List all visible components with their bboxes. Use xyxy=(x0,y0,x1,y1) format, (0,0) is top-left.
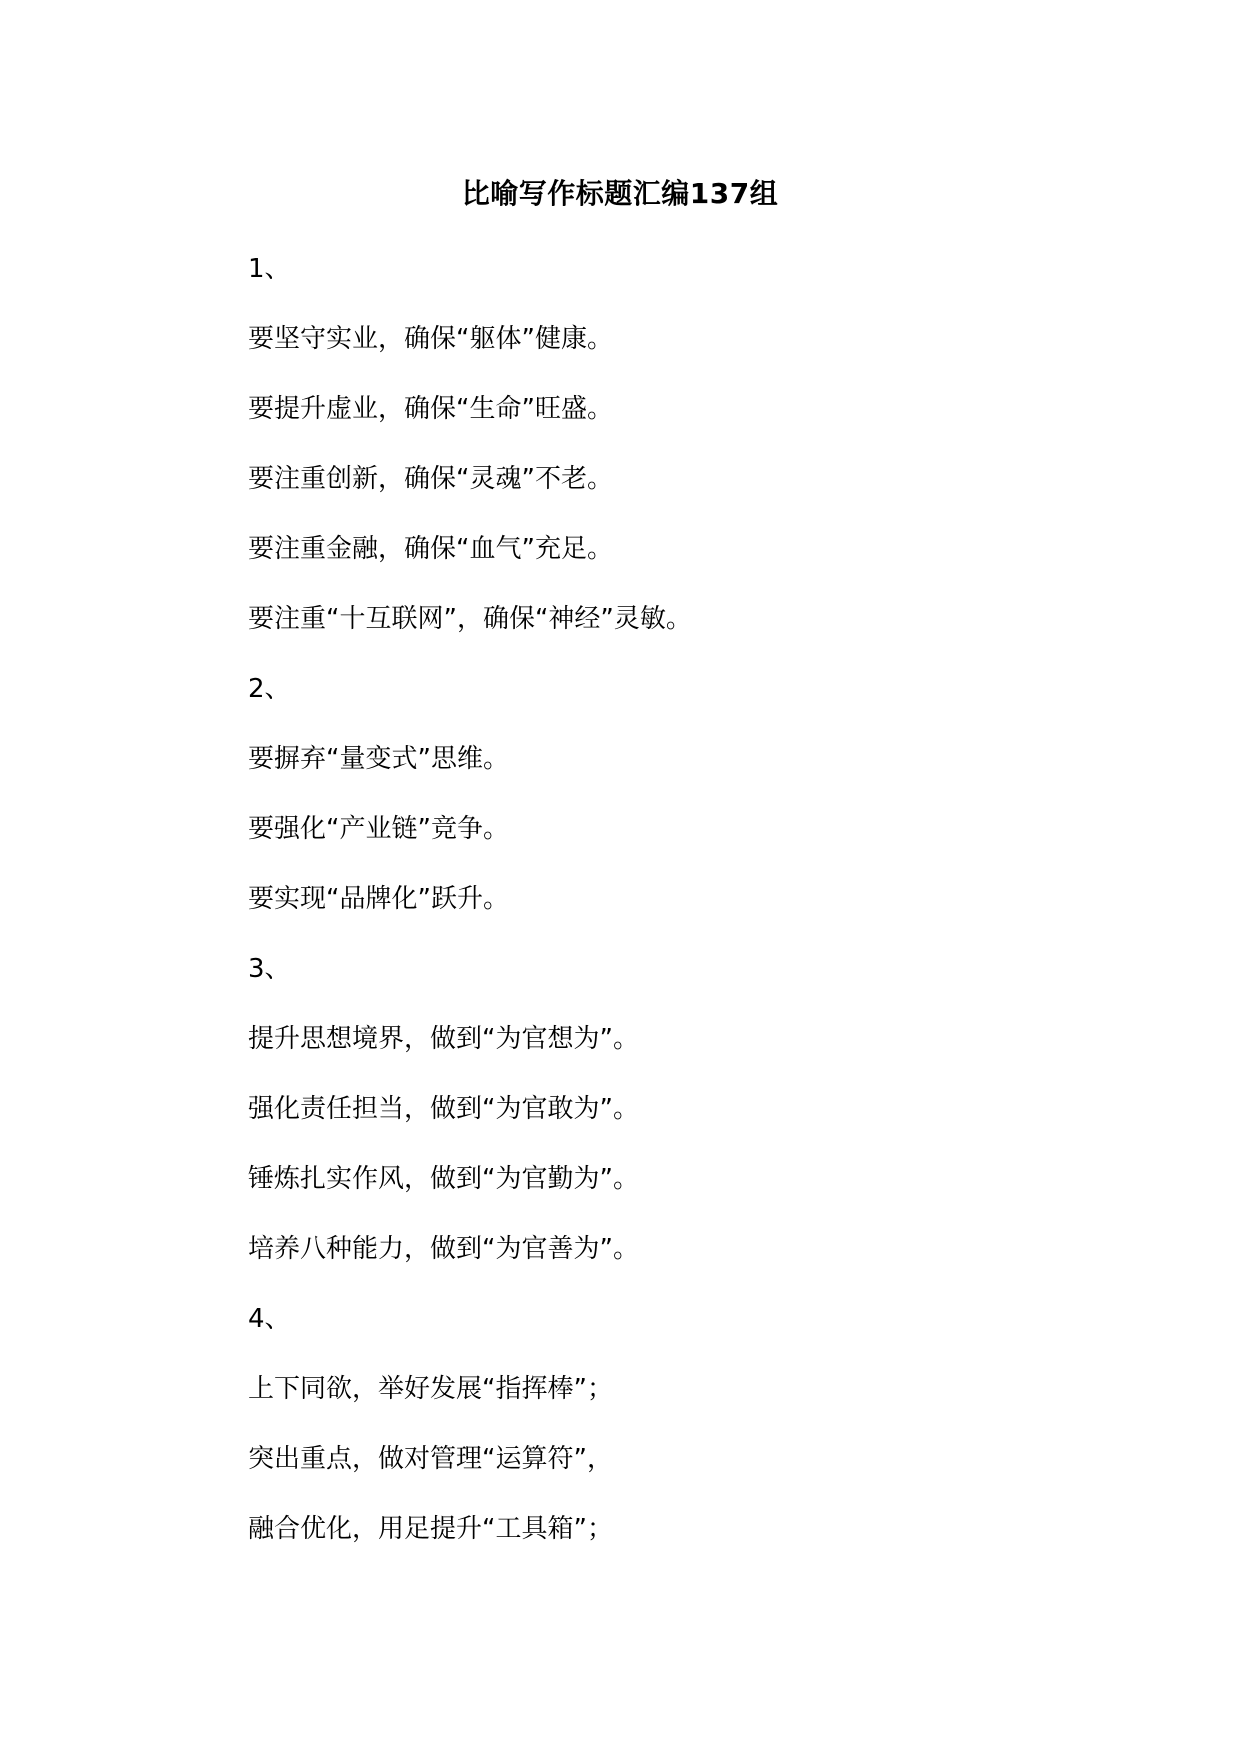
document-body xyxy=(248,252,1148,1582)
section-number-2: 2、 xyxy=(248,674,291,704)
text-line: 要注重金融，确保“血气”充足。 xyxy=(248,534,613,564)
text-line: 要坚守实业，确保“躯体”健康。 xyxy=(248,324,613,354)
text-line: 要提升虚业，确保“生命”旺盛。 xyxy=(248,394,613,424)
section-number-3: 3、 xyxy=(248,954,291,984)
text-line: 融合优化，用足提升“工具箱”； xyxy=(248,1514,613,1544)
text-line: 要注重创新，确保“灵魂”不老。 xyxy=(248,464,613,494)
text-line: 要实现“品牌化”跃升。 xyxy=(248,884,509,914)
section-number-1: 1、 xyxy=(248,254,291,284)
section-number-4: 4、 xyxy=(248,1304,291,1334)
text-line: 培养八种能力，做到“为官善为”。 xyxy=(248,1234,639,1264)
text-line: 锤炼扎实作风，做到“为官勤为”。 xyxy=(248,1164,639,1194)
text-line: 要强化“产业链”竞争。 xyxy=(248,814,509,844)
text-line: 提升思想境界，做到“为官想为”。 xyxy=(248,1024,639,1054)
text-line: 要注重“十互联网”，确保“神经”灵敏。 xyxy=(248,604,692,634)
text-line: 突出重点，做对管理“运算符”， xyxy=(248,1444,613,1474)
text-line: 要摒弃“量变式”思维。 xyxy=(248,744,509,774)
text-line: 强化责任担当，做到“为官敢为”。 xyxy=(248,1094,639,1124)
document-title: 比喻写作标题汇编137组 xyxy=(461,177,779,210)
text-line: 上下同欲，举好发展“指挥棒”； xyxy=(248,1374,613,1404)
